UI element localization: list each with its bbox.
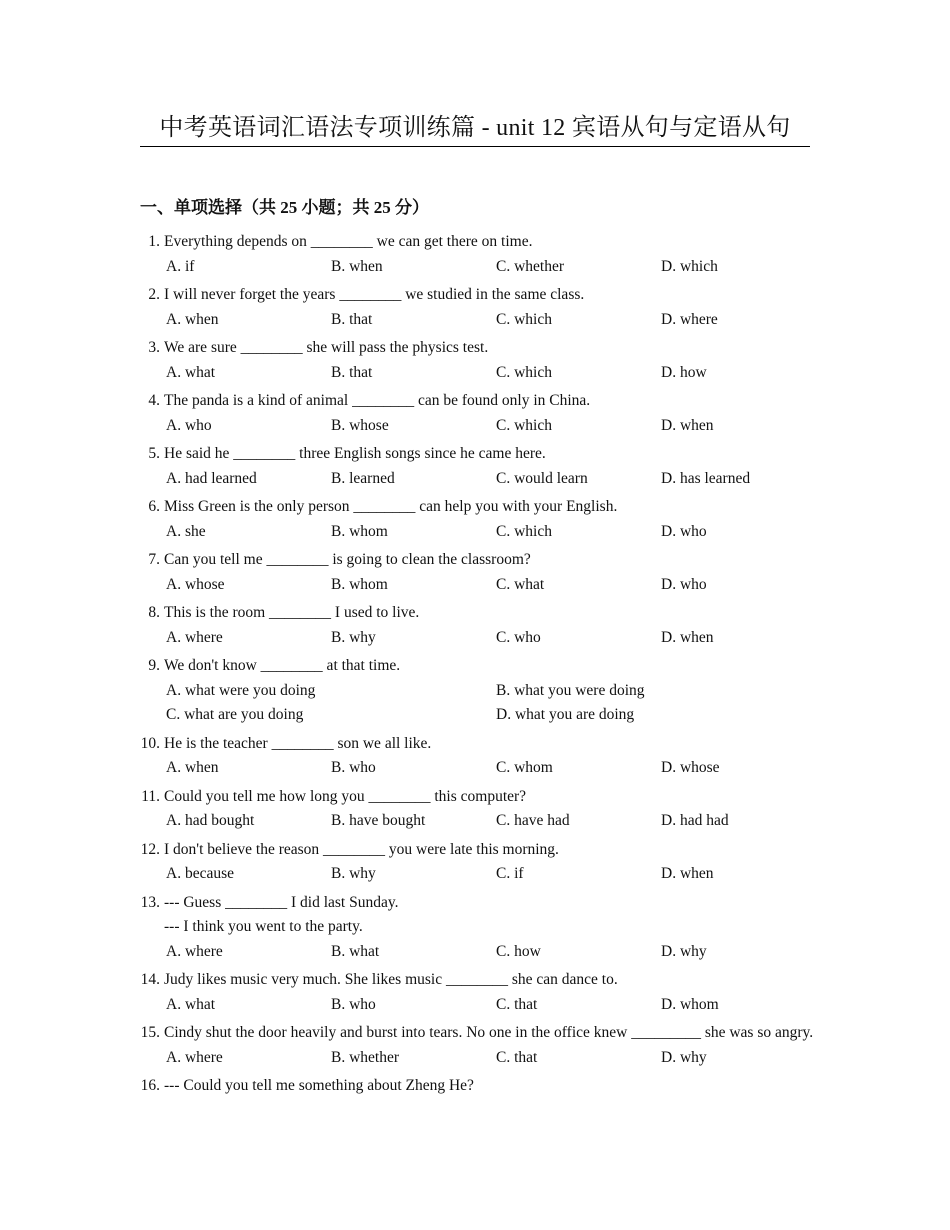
option: C. would learn [496,469,588,487]
question-text: --- Guess ________ I did last Sunday. [164,893,399,911]
question-text: I will never forget the years ________ we studied in the same class. [164,286,585,303]
section-heading: 一、单项选择（共 25 小题；共 25 分） [140,198,429,217]
option: D. has learned [661,469,751,487]
options-row [140,255,820,280]
options-row [140,361,820,386]
option: B. who [331,995,376,1013]
question-item [140,654,820,728]
question-text: This is the room ________ I used to live. [164,604,420,621]
option: B. have bought [331,812,426,829]
question-number: 2. [148,286,160,303]
options-row [140,1046,820,1071]
question-text: Can you tell me ________ is going to clean the classroom? [164,551,531,568]
question-item [140,389,820,438]
options-row [140,573,820,598]
question-item [140,495,820,544]
option: A. who [166,416,212,434]
options-row [140,626,820,651]
option: D. who [661,575,707,593]
question-stem [140,389,820,414]
question-item [140,336,820,385]
question-stem [140,495,820,520]
option: A. what [166,995,216,1013]
question-stem [140,548,820,573]
question-number: 7. [148,551,160,568]
option: A. what were you doing [166,681,316,699]
option: D. when [661,416,714,434]
option: C. that [496,1048,538,1066]
question-item [140,548,820,597]
question-item [140,442,820,491]
question-item [140,968,820,1017]
option: B. who [331,759,376,776]
question-number: 10. [140,734,160,752]
option: B. why [331,628,376,646]
option: A. she [166,522,206,540]
question-stem [140,283,820,308]
options-row [140,940,820,965]
question-item [140,230,820,279]
option: A. when [166,759,219,776]
question-extra-line: --- I think you went to the party. [164,918,363,935]
question-number: 6. [148,498,160,515]
question-text: --- Could you tell me something about Zheng He? [164,1077,474,1094]
option: C. which [496,363,552,381]
question-stem [140,1074,820,1099]
option: B. when [331,257,383,275]
options-row [140,414,820,439]
options-row [140,679,820,704]
question-stem [140,1021,820,1046]
option: D. where [661,310,718,328]
question-text: He is the teacher ________ son we all like. [164,734,432,752]
options-row [140,308,820,333]
question-stem [140,654,820,679]
option: D. how [661,363,707,381]
option: D. why [661,942,707,960]
option: B. what [331,942,380,960]
question-text: Miss Green is the only person ________ can help you with your English. [164,498,618,515]
option: B. that [331,310,373,328]
question-number: 3. [148,339,160,356]
option: C. if [496,865,524,882]
option: D. what you are doing [496,706,635,723]
question-item [140,601,820,650]
question-number: 9. [148,657,160,674]
option: B. that [331,363,373,381]
document-title: 中考英语词汇语法专项训练篇 - unit 12 宾语从句与定语从句 [140,110,810,147]
question-stem [140,732,820,757]
question-text: We don't know ________ at that time. [164,657,401,674]
options-row [140,809,820,834]
question-item [140,785,820,834]
option: B. whose [331,416,389,434]
options-row [140,467,820,492]
question-text: We are sure ________ she will pass the physics test. [164,339,489,356]
question-number: 5. [148,445,160,462]
option: D. whom [661,995,719,1013]
options-row [140,756,820,781]
question-number: 11. [141,787,160,805]
question-text: I don't believe the reason ________ you were late this morning. [164,840,559,858]
question-text: Everything depends on ________ we can get there on time. [164,233,533,250]
question-item [140,838,820,887]
option: A. when [166,310,219,328]
question-text: Cindy shut the door heavily and burst into tears. No one in the office knew _________ she was so angry. [164,1024,814,1041]
question-number: 4. [148,392,160,409]
question-text: The panda is a kind of animal ________ can be found only in China. [164,392,591,409]
question-number: 8. [148,604,160,621]
option: C. whom [496,759,553,776]
option: C. who [496,628,541,646]
option: A. what [166,363,216,381]
options-row [140,703,820,728]
option: A. if [166,257,195,275]
option: D. whose [661,759,720,776]
option: D. when [661,865,714,882]
options-row [140,862,820,887]
question-number: 12. [140,840,160,858]
option: B. whether [331,1048,400,1066]
question-number: 15. [140,1024,160,1041]
question-text: He said he ________ three English songs since he came here. [164,445,546,462]
question-item [140,732,820,781]
option: D. who [661,522,707,540]
question-stem [140,968,820,993]
option: C. how [496,942,541,960]
option: C. have had [496,812,570,829]
question-stem [140,230,820,255]
question-text: Judy likes music very much. She likes music ________ she can dance to. [164,971,618,988]
option: B. learned [331,469,395,487]
option: C. what [496,575,545,593]
question-stem [140,838,820,863]
option: B. whom [331,522,388,540]
question-number: 14. [140,971,160,988]
option: B. whom [331,575,388,593]
options-row [140,993,820,1018]
option: C. which [496,310,552,328]
question-stem [140,336,820,361]
option: B. what you were doing [496,681,645,699]
option: C. which [496,522,552,540]
question-item [140,891,820,965]
option: A. where [166,628,223,646]
option: A. whose [166,575,225,593]
option: A. where [166,942,223,960]
option: C. which [496,416,552,434]
option: D. which [661,257,718,275]
question-list [140,230,820,1103]
question-text: Could you tell me how long you ________ this computer? [164,787,527,805]
options-row [140,520,820,545]
option: B. why [331,865,376,882]
question-item [140,283,820,332]
option: D. when [661,628,714,646]
question-stem [140,891,820,916]
option: D. had had [661,812,729,829]
question-stem [140,601,820,626]
option: C. whether [496,257,565,275]
option: C. what are you doing [166,706,304,723]
question-number: 1. [148,233,160,250]
question-item [140,1021,820,1070]
question-stem [140,442,820,467]
option: A. where [166,1048,223,1066]
option: A. because [166,865,234,882]
option: A. had learned [166,469,257,487]
question-number: 13. [140,893,160,911]
option: C. that [496,995,538,1013]
option: D. why [661,1048,707,1066]
option: A. had bought [166,812,255,829]
question-item [140,1074,820,1099]
question-number: 16. [140,1077,160,1094]
question-stem [140,785,820,810]
